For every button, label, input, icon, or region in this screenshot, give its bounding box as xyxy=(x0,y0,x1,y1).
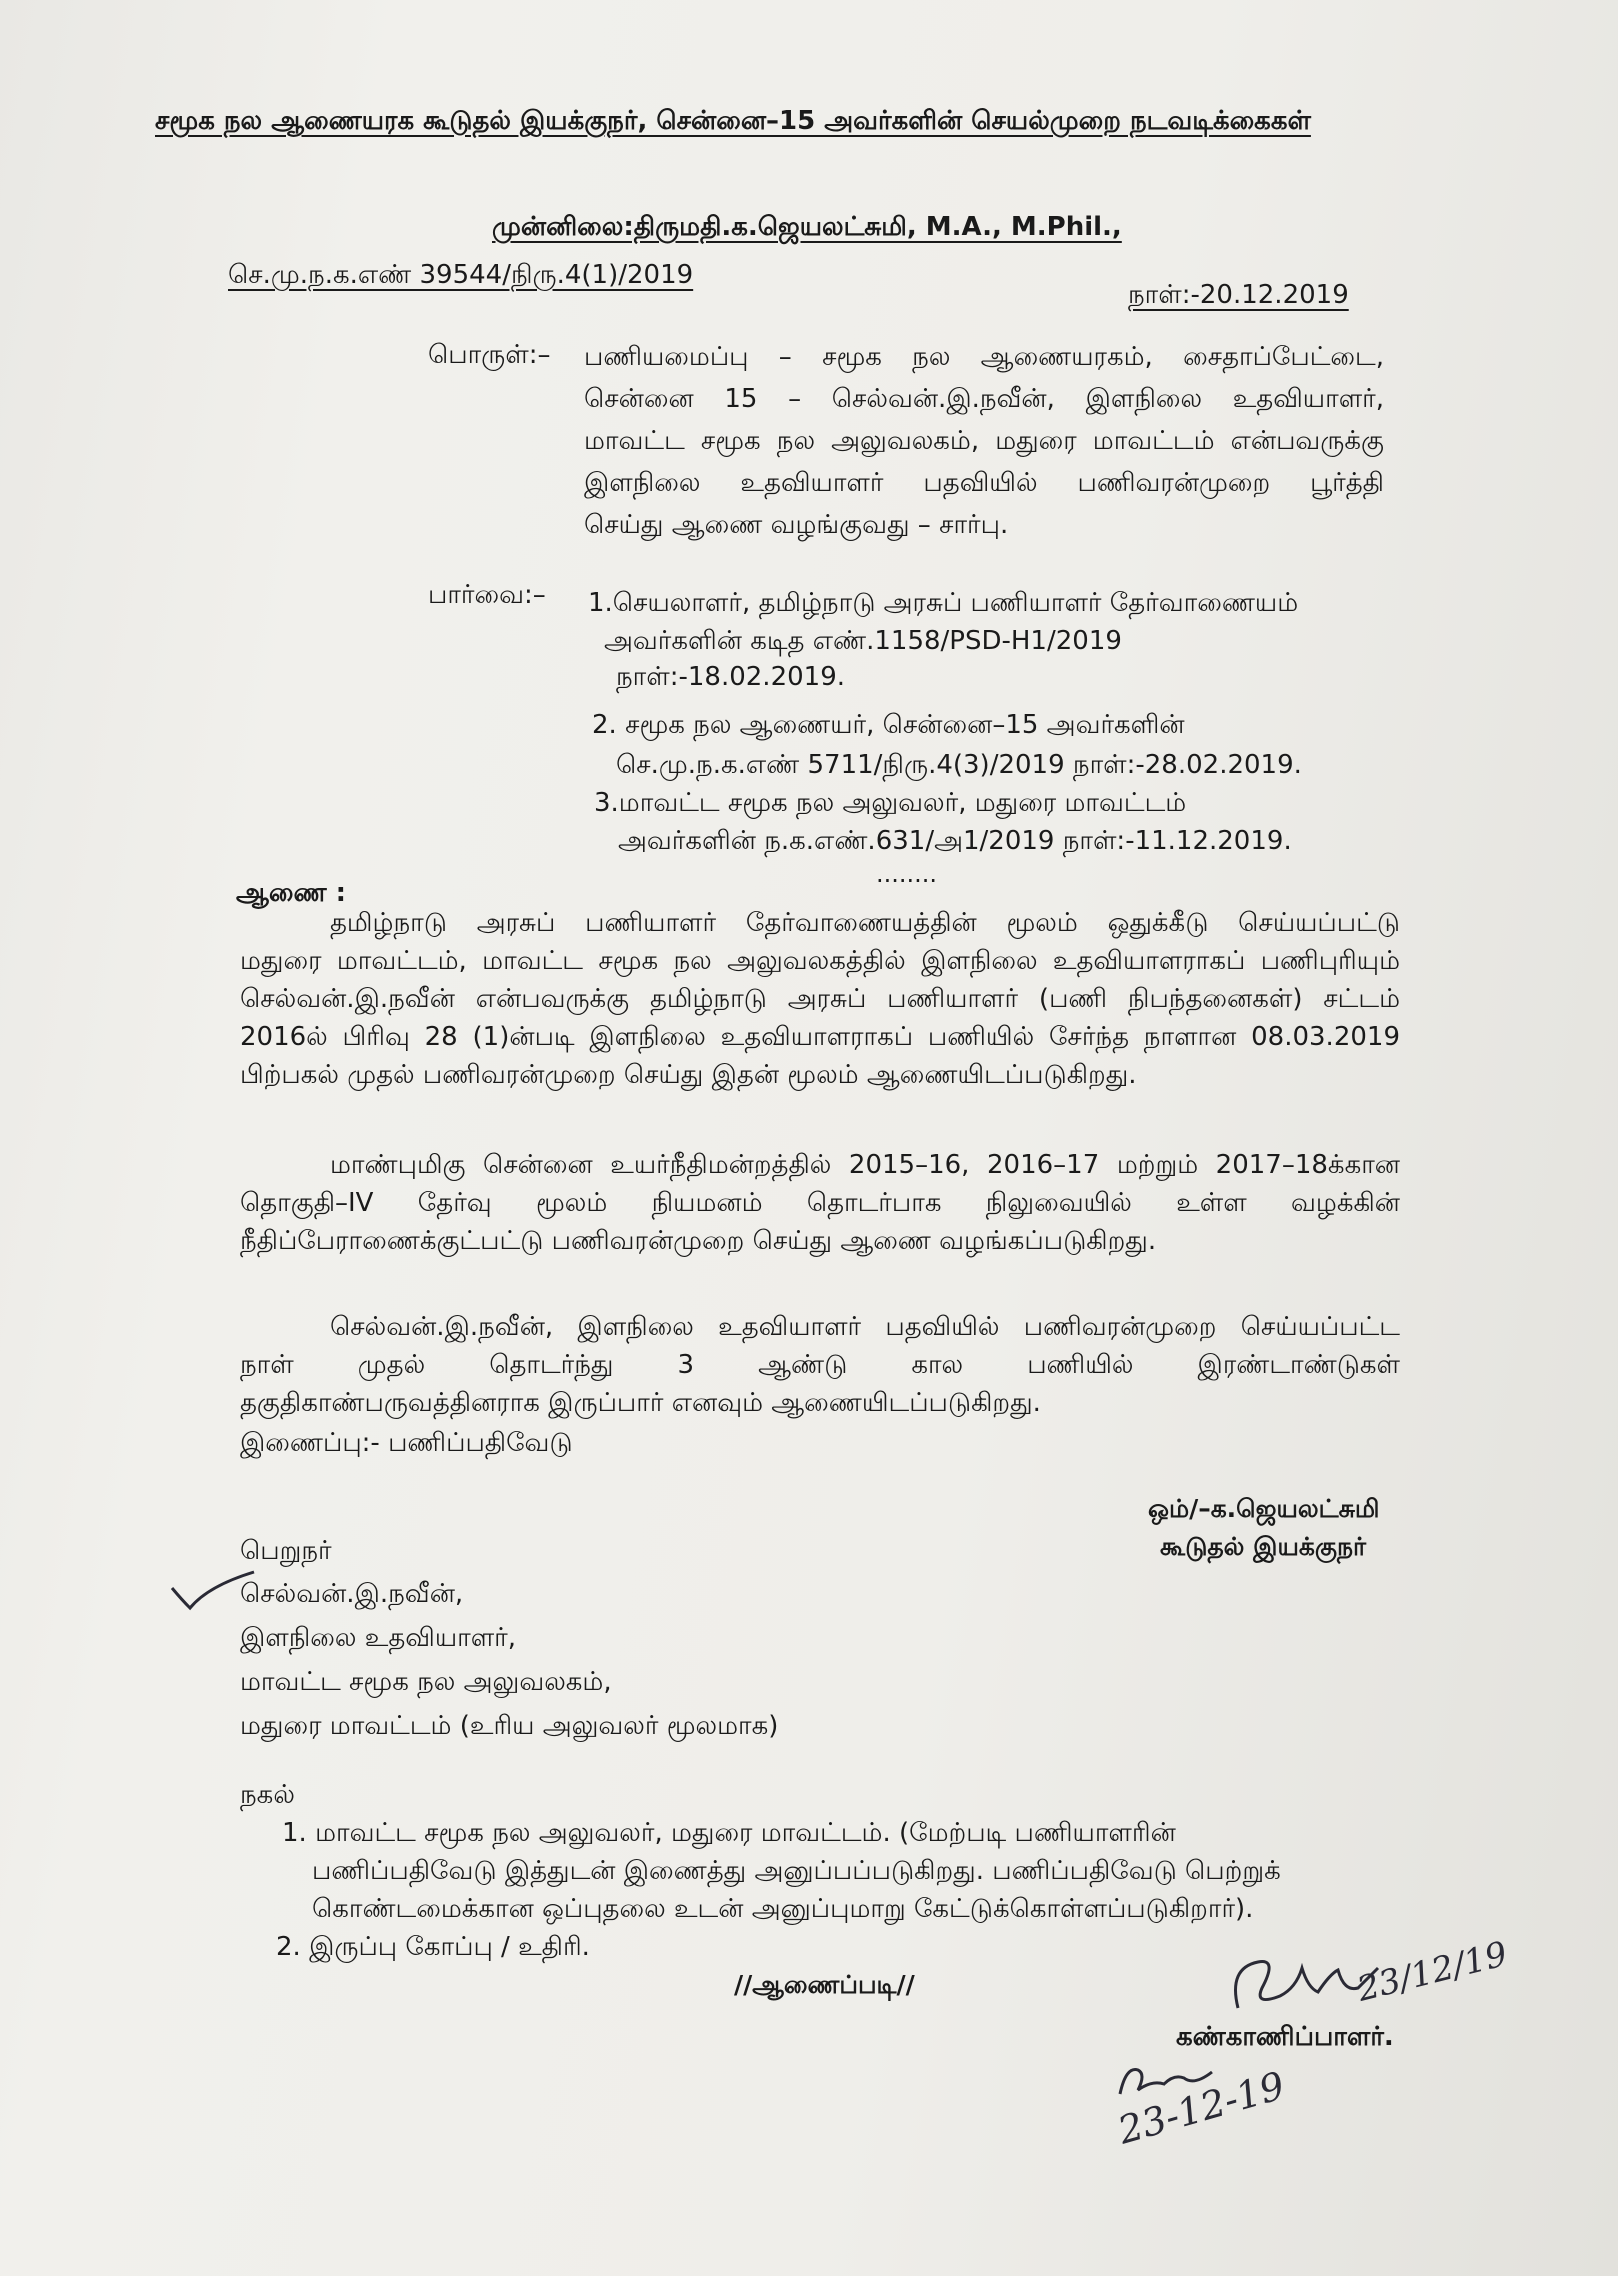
recipient-line: மாவட்ட சமூக நல அலுவலகம், xyxy=(240,1667,612,1697)
reference-line: 1.செயலாளர், தமிழ்நாடு அரசுப் பணியாளர் தேர்வாணையம் xyxy=(588,588,1299,618)
recipient-line: மதுரை மாவட்டம் (உரிய அலுவலர் மூலமாக) xyxy=(240,1711,779,1741)
subject-line: சென்னை 15 – செல்வன்.இ.நவீன், இளநிலை உதவியாளர், xyxy=(584,384,1384,414)
signatory-designation: கூடுதல் இயக்குநர் xyxy=(1160,1532,1367,1561)
reference-line: 3.மாவட்ட சமூக நல அலுவலர், மதுரை மாவட்டம் xyxy=(594,788,1187,818)
copy-line: கொண்டமைக்கான ஒப்புதலை உடன் அனுப்புமாறு கேட்டுக்கொள்ளப்படுகிறார்). xyxy=(312,1894,1254,1924)
subject-line: பணியமைப்பு – சமூக நல ஆணையரகம், சைதாப்பேட்டை, xyxy=(584,342,1384,372)
copy-line: 1. மாவட்ட சமூக நல அலுவலர், மதுரை மாவட்டம். (மேற்படி பணியாளரின் xyxy=(282,1818,1176,1848)
subject-label: பொருள்:– xyxy=(428,340,551,370)
recipient-label: பெறுநர் xyxy=(240,1536,332,1566)
copy-label: நகல் xyxy=(240,1780,295,1810)
reference-separator: ........ xyxy=(876,860,938,888)
reference-line: அவர்களின் கடித எண்.1158/PSD-H1/2019 xyxy=(604,626,1122,656)
order-line: 2016ல் பிரிவு 28 (1)ன்படி இளநிலை உதவியாளராகப் பணியில் சேர்ந்த நாளான 08.03.2019 xyxy=(240,1022,1400,1052)
enclosure: இணைப்பு:- பணிப்பதிவேடு xyxy=(240,1428,573,1458)
subject-text xyxy=(584,336,1384,546)
reference-number: செ.மு.ந.க.எண் 39544/நிரு.4(1)/2019 xyxy=(228,260,694,290)
order-paragraph-3 xyxy=(240,1308,1400,1422)
order-line: பிற்பகல் முதல் பணிவரன்முறை செய்து இதன் மூலம் ஆணையிடப்படுகிறது. xyxy=(240,1060,1137,1090)
order-line: மதுரை மாவட்டம், மாவட்ட சமூக நல அலுவலகத்தில் இளநிலை உதவியாளராகப் பணிபுரியும் xyxy=(240,946,1400,976)
copy-line: 2. இருப்பு கோப்பு / உதிரி. xyxy=(276,1932,590,1962)
presence-line: முன்னிலை:திருமதி.க.ஜெயலட்சுமி, M.A., M.Phil., xyxy=(492,212,1122,242)
recipient-address xyxy=(240,1572,778,1748)
order-line: நீதிப்பேராணைக்குட்பட்டு பணிவரன்முறை செய்து ஆணை வழங்கப்படுகிறது. xyxy=(240,1226,1157,1256)
order-label: ஆணை : xyxy=(236,878,347,908)
order-line: தமிழ்நாடு அரசுப் பணியாளர் தேர்வாணையத்தின் மூலம் ஒதுக்கீடு செய்யப்பட்டு xyxy=(330,908,1400,938)
subject-line: இளநிலை உதவியாளர் பதவியில் பணிவரன்முறை பூர்த்தி xyxy=(584,468,1384,498)
reference-line: அவர்களின் ந.க.எண்.631/அ1/2019 நாள்:-11.12.2019. xyxy=(618,826,1292,856)
document-date: நாள்:-20.12.2019 xyxy=(1128,280,1349,310)
order-paragraph-1 xyxy=(240,904,1400,1094)
order-line: செல்வன்.இ.நவீன் என்பவருக்கு தமிழ்நாடு அரசுப் பணியாளர் (பணி நிபந்தனைகள்) சட்டம் xyxy=(240,984,1400,1014)
handwritten-date-2: 23-12-19 xyxy=(1113,2063,1290,2153)
order-line: தகுதிகாண்பருவத்தினராக இருப்பார் எனவும் ஆணையிடப்படுகிறது. xyxy=(240,1388,1041,1418)
copy-line: பணிப்பதிவேடு இத்துடன் இணைத்து அனுப்பப்படுகிறது. பணிப்பதிவேடு பெற்றுக் xyxy=(312,1856,1281,1886)
handwritten-date-1: 23/12/19 xyxy=(1353,1934,1512,2010)
subject-line: மாவட்ட சமூக நல அலுவலகம், மதுரை மாவட்டம் என்பவருக்கு xyxy=(584,426,1384,456)
signatory-name: ஒம்/–க.ஜெயலட்சுமி xyxy=(1148,1494,1380,1523)
reference-line: நாள்:-18.02.2019. xyxy=(616,662,845,692)
order-line: செல்வன்.இ.நவீன், இளநிலை உதவியாளர் பதவியில் பணிவரன்முறை செய்யப்பட்ட xyxy=(330,1312,1400,1342)
by-order: //ஆணைப்படி// xyxy=(734,1970,915,1999)
reference-line: செ.மு.ந.க.எண் 5711/நிரு.4(3)/2019 நாள்:-28.02.2019. xyxy=(616,750,1302,780)
recipient-line: இளநிலை உதவியாளர், xyxy=(240,1623,517,1653)
office-title: சமூக நல ஆணையரக கூடுதல் இயக்குநர், சென்னை–15 அவர்களின் செயல்முறை நடவடிக்கைகள் xyxy=(155,106,1311,136)
recipient-line: செல்வன்.இ.நவீன், xyxy=(240,1579,464,1609)
order-line: மாண்புமிகு சென்னை உயர்நீதிமன்றத்தில் 2015–16, 2016–17 மற்றும் 2017–18க்கான xyxy=(330,1150,1400,1180)
order-line: தொகுதி–IV தேர்வு மூலம் நியமனம் தொடர்பாக நிலுவையில் உள்ள வழக்கின் xyxy=(240,1188,1400,1218)
order-line: நாள் முதல் தொடர்ந்து 3 ஆண்டு கால பணியில் இரண்டாண்டுகள் xyxy=(240,1350,1400,1380)
initials-signature-icon xyxy=(1112,2060,1222,2104)
reference-label: பார்வை:– xyxy=(428,580,546,610)
reference-line: 2. சமூக நல ஆணையர், சென்னை–15 அவர்களின் xyxy=(592,710,1185,740)
order-paragraph-2 xyxy=(240,1146,1400,1260)
superintendent-title: கண்காணிப்பாளர். xyxy=(1176,2022,1394,2052)
subject-line: செய்து ஆணை வழங்குவது – சார்பு. xyxy=(584,510,1009,540)
